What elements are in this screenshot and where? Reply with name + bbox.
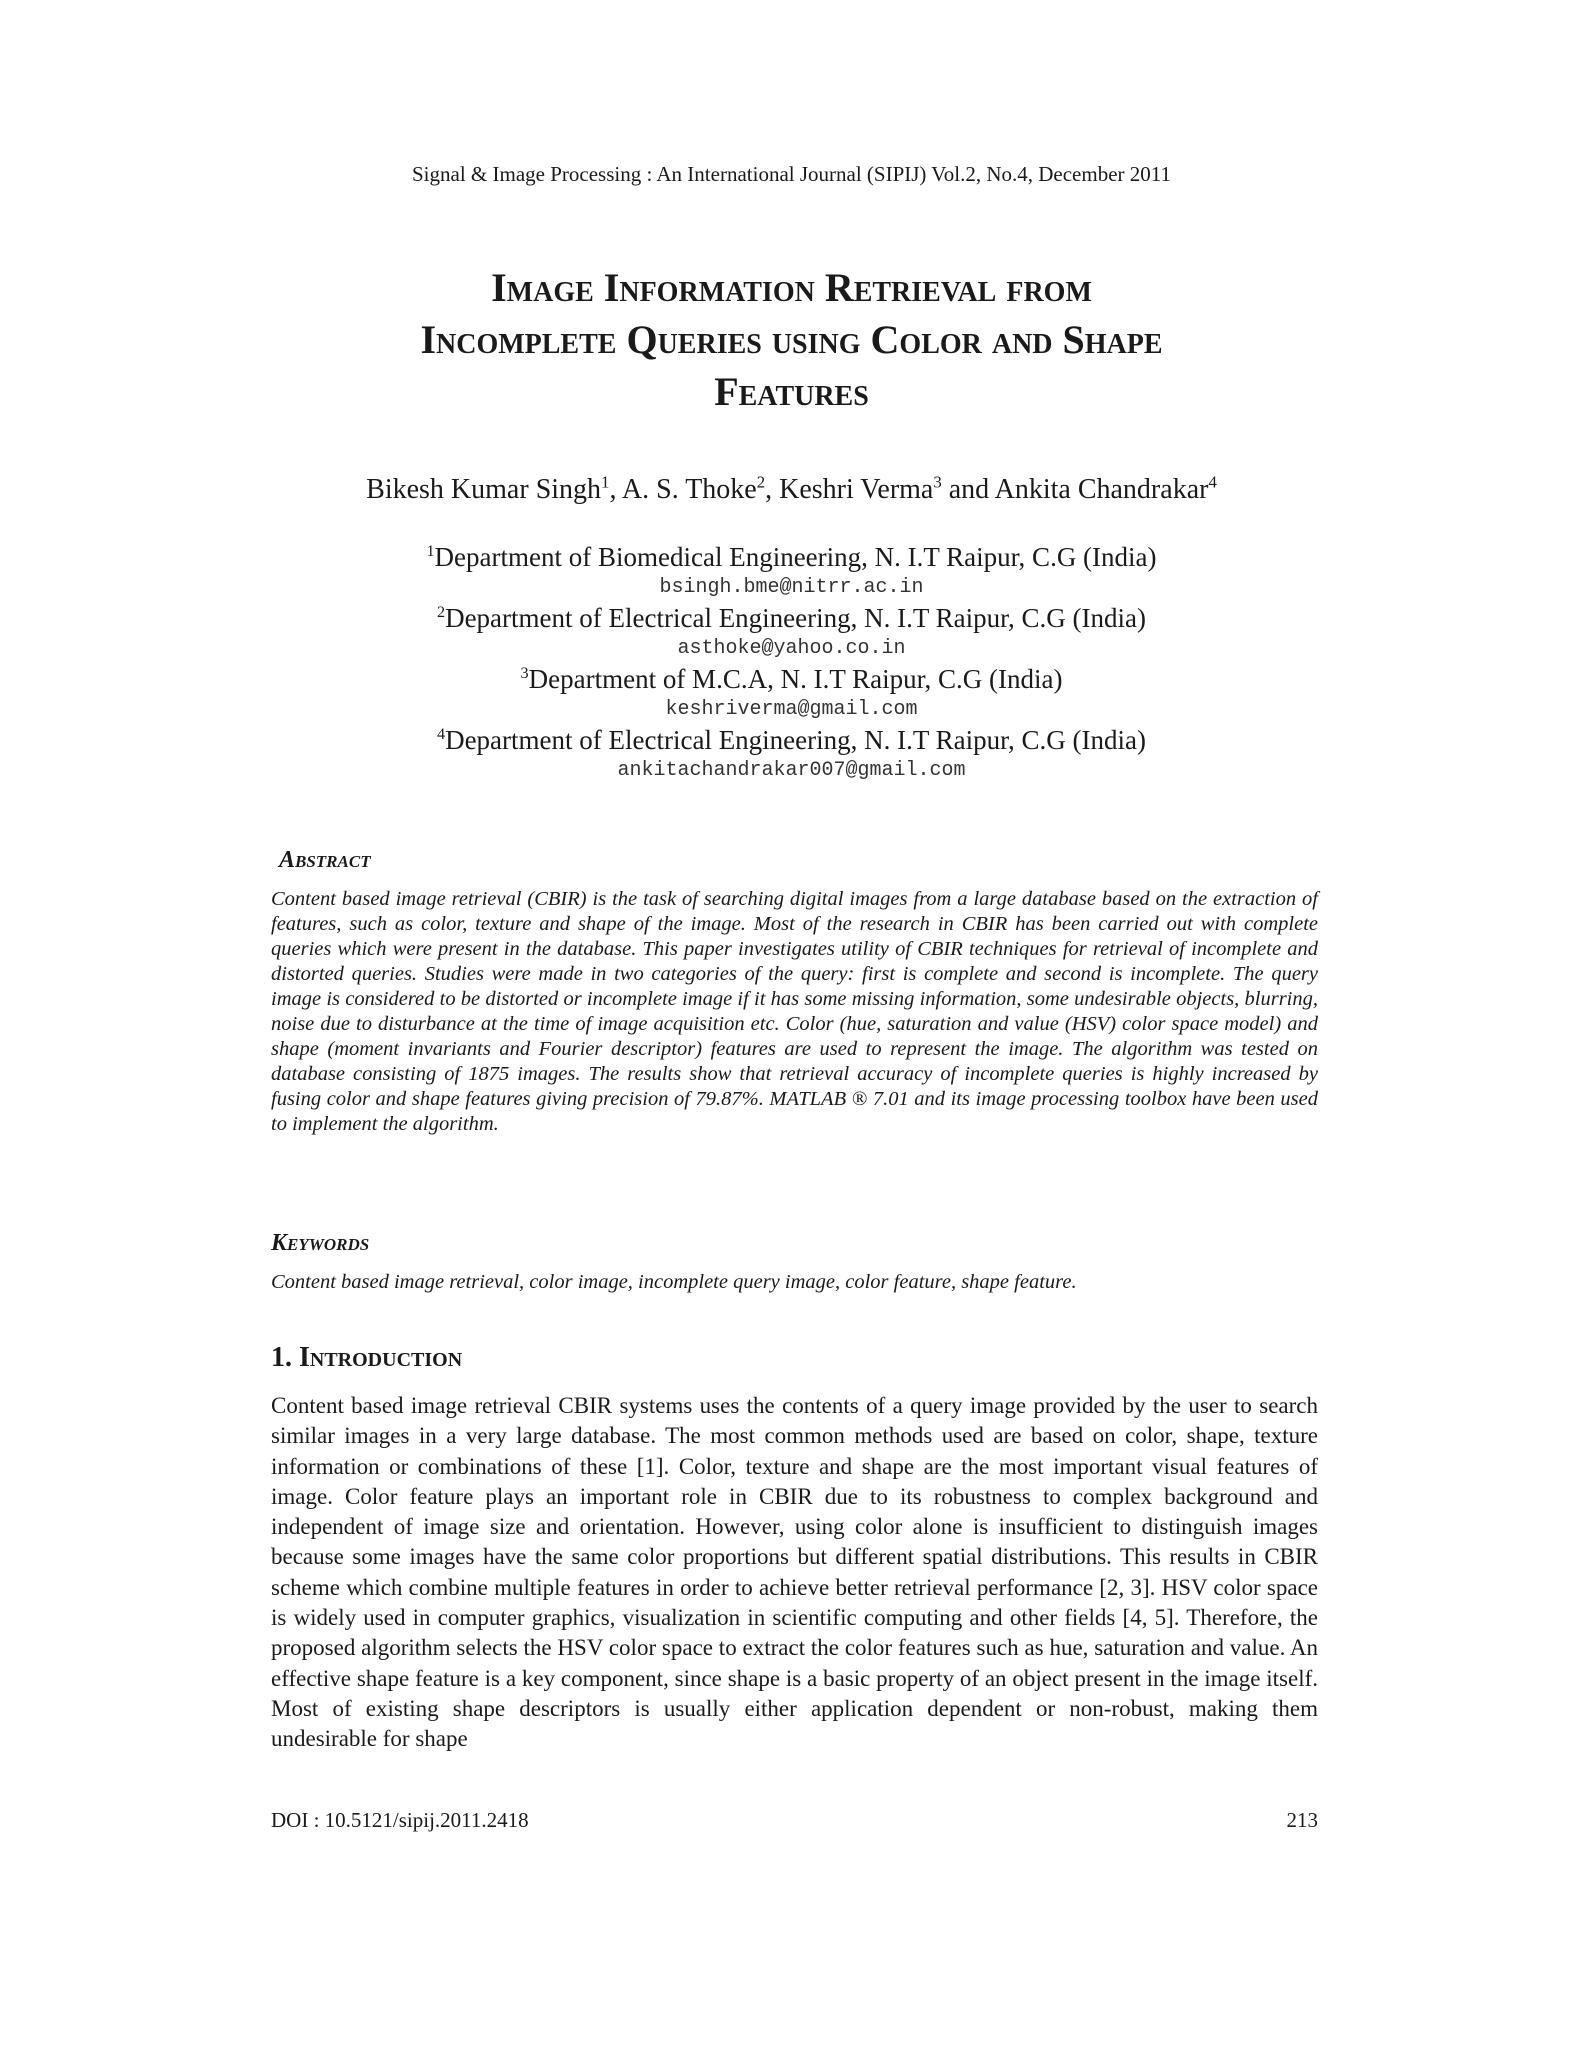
author-name: Bikesh Kumar Singh [366, 474, 602, 505]
title-line: Image Information Retrieval from [491, 265, 1092, 310]
affiliation [0, 540, 1583, 574]
journal-header: Signal & Image Processing : An International Journal (SIPIJ) Vol.2, No.4, December 2011 [412, 162, 1171, 186]
author-name: A. S. Thoke [621, 474, 757, 505]
affiliation-email[interactable]: bsingh.bme@nitrr.ac.in [659, 576, 924, 599]
author-sep: and [941, 474, 995, 505]
affiliation-dept: Department of Electrical Engineering, N. I.T Raipur, C.G (India) [445, 603, 1147, 633]
author-list [0, 474, 1583, 506]
keywords-heading: Keywords [271, 1230, 370, 1256]
affiliation-dept: Department of M.C.A, N. I.T Raipur, C.G (India) [528, 664, 1063, 694]
affiliation-dept: Department of Biomedical Engineering, N. I.T Raipur, C.G (India) [434, 542, 1157, 572]
affiliation-sup: 3 [520, 664, 529, 682]
abstract-heading: Abstract [279, 847, 371, 873]
affiliation-sup: 1 [426, 542, 435, 560]
affiliation [0, 723, 1583, 757]
author-sep: , [609, 474, 622, 505]
page-footer [271, 1808, 1318, 1833]
affiliation-dept: Department of Electrical Engineering, N. I.T Raipur, C.G (India) [445, 725, 1147, 755]
author-sup: 3 [933, 472, 942, 492]
title-line: Incomplete Queries using Color and Shape [420, 317, 1163, 362]
affiliation-email[interactable]: ankitachandrakar007@gmail.com [617, 759, 966, 782]
keywords-text: Content based image retrieval, color image, incomplete query image, color feature, shape feature. [271, 1271, 1077, 1293]
author-sep: , [765, 474, 780, 505]
introduction-text: Content based image retrieval CBIR systems uses the contents of a query image provided by the user to search similar images in a very large database. The most common methods used are based on color, shape, texture information or combinations of these [1]. Color, texture and shape are the most important visual features of image. Color feature plays an important role in CBIR due to its robustness to complex background and independent of image size and orientation. However, using color alone is insufficient to distinguish images because some images have the same color proportions but different spatial distributions. This results in CBIR scheme which combine multiple features in order to achieve better retrieval performance [2, 3]. HSV color space is widely used in computer graphics, visualization in scientific computing and other fields [4, 5]. Therefore, the proposed algorithm selects the HSV color space to extract the color features such as hue, saturation and value. An effective shape feature is a key component, since shape is a basic property of an object present in the image itself. Most of existing shape descriptors is usually either application dependent or non-robust, making them undesirable for shape [271, 1393, 1318, 1752]
doi-text: DOI : 10.5121/sipij.2011.2418 [271, 1808, 529, 1832]
abstract-text: Content based image retrieval (CBIR) is the task of searching digital images from a large database based on the extraction of features, such as color, texture and shape of the image. Most of the research in CBIR has been carried out with complete queries which were present in the database. This paper investigates utility of CBIR techniques for retrieval of incomplete and distorted queries. Studies were made in two categories of the query: first is complete and second is incomplete. The query image is considered to be distorted or incomplete image if it has some missing information, some undesirable objects, blurring, noise due to disturbance at the time of image acquisition etc. Color (hue, saturation and value (HSV) color space model) and shape (moment invariants and Fourier descriptor) features are used to represent the image. The algorithm was tested on database consisting of 1875 images. The results show that retrieval accuracy of incomplete queries is highly increased by fusing color and shape features giving precision of 79.87%. MATLAB ® 7.01 and its image processing toolbox have been used to implement the algorithm. [271, 888, 1318, 1135]
author-name: Keshri Verma [779, 474, 934, 505]
author-sup: 1 [601, 472, 610, 492]
introduction-heading: 1. Introduction [271, 1342, 463, 1373]
page-number: 213 [1286, 1808, 1318, 1832]
affiliation-sup: 2 [436, 603, 446, 621]
affiliation-email[interactable]: asthoke@yahoo.co.in [677, 637, 906, 660]
affiliation-sup: 4 [436, 725, 446, 743]
author-sup: 2 [756, 472, 766, 492]
paper-title [220, 262, 1363, 418]
affiliation-list [0, 540, 1583, 784]
author-sup: 4 [1208, 472, 1217, 492]
affiliation [0, 601, 1583, 635]
author-name: Ankita Chandrakar [994, 474, 1209, 505]
affiliation-email[interactable]: keshriverma@gmail.com [665, 698, 918, 721]
affiliation [0, 662, 1583, 696]
title-line: Features [714, 369, 869, 414]
